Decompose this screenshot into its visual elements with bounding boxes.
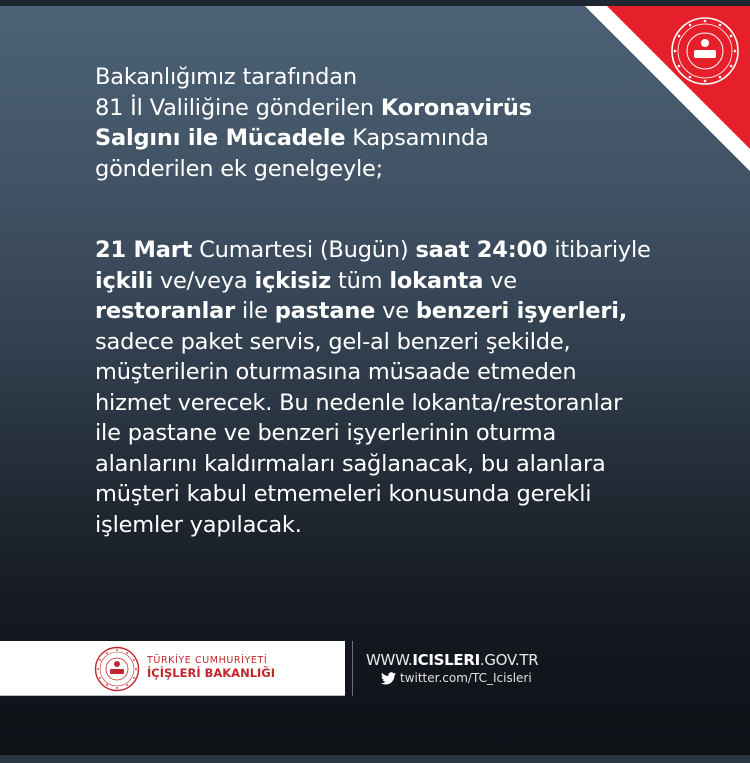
text-segment: Kapsamında <box>345 125 489 151</box>
emphasized-text: restoranlar <box>95 298 236 324</box>
bottom-edge-bar <box>0 755 750 763</box>
emphasized-text: Koronavirüs <box>380 94 532 121</box>
emphasized-text: pastane <box>274 298 376 324</box>
text-segment: işlemler yapılacak. <box>95 511 302 538</box>
body-line <box>95 266 651 297</box>
text-segment: Bakanlığımız tarafından <box>95 64 357 90</box>
text-segment: 81 İl Valiliğine gönderilen <box>95 94 381 121</box>
body-line <box>95 235 651 266</box>
body-line <box>95 479 651 510</box>
footer-divider <box>352 641 353 696</box>
emphasized-text: içkili <box>95 267 153 294</box>
body-line <box>95 327 651 358</box>
emphasized-text: içkisiz <box>254 267 331 294</box>
org-country-label: TÜRKİYE CUMHURİYETİ <box>147 655 268 666</box>
text-segment: ve <box>375 298 416 324</box>
message-text <box>95 62 651 540</box>
ministry-logo-seal-icon <box>94 646 140 692</box>
emphasized-text: Salgını ile Mücadele <box>95 125 346 151</box>
intro-line <box>95 93 651 124</box>
emphasized-text: saat 24:00 <box>415 237 548 263</box>
body-line <box>95 296 651 327</box>
emphasized-text: 21 Mart <box>95 237 193 263</box>
emphasized-text: benzeri işyerleri, <box>415 298 628 324</box>
emphasized-text: lokanta <box>389 267 484 294</box>
text-segment: ve/veya <box>152 267 255 294</box>
body-line <box>95 357 651 388</box>
text-segment: müşterilerin oturmasına müsaade etmeden <box>95 359 577 385</box>
twitter-link[interactable] <box>381 671 532 685</box>
text-segment: Cumartesi (Bugün) <box>192 237 416 263</box>
text-segment: alanlarını kaldırmaları sağlanacak, bu alanlara <box>95 450 606 477</box>
twitter-handle: twitter.com/TC_Icisleri <box>400 671 532 685</box>
text-segment: itibariyle <box>547 237 651 263</box>
text-segment: ile <box>235 298 275 324</box>
text-segment: ile pastane ve benzeri işyerlerinin oturma <box>95 420 557 446</box>
text-segment: müşteri kabul etmemeleri konusunda gerekli <box>95 481 592 507</box>
ministry-seal-icon <box>670 16 740 86</box>
text-segment: ve <box>483 267 517 294</box>
website-prefix: WWW. <box>366 651 413 669</box>
website-suffix: .GOV.TR <box>479 651 539 669</box>
intro-line <box>95 123 651 154</box>
text-segment: sadece paket servis, gel-al benzeri şekilde, <box>95 328 571 355</box>
intro-paragraph <box>95 62 651 184</box>
twitter-bird-icon <box>381 672 396 685</box>
text-segment: tüm <box>331 267 390 294</box>
ministry-logo-banner <box>0 641 345 696</box>
intro-line <box>95 154 651 185</box>
body-line <box>95 449 651 480</box>
website-domain: ICISLERI <box>412 651 480 669</box>
org-ministry-label: İÇİŞLERİ BAKANLIĞI <box>147 666 276 680</box>
text-segment: gönderilen ek genelgeyle; <box>95 155 384 182</box>
text-segment: hizmet verecek. Bu nedenle lokanta/restoranlar <box>95 389 623 416</box>
body-line <box>95 418 651 449</box>
body-paragraph <box>95 235 651 540</box>
website-link[interactable] <box>366 651 538 669</box>
body-line <box>95 388 651 419</box>
intro-line <box>95 62 651 93</box>
body-line <box>95 510 651 541</box>
